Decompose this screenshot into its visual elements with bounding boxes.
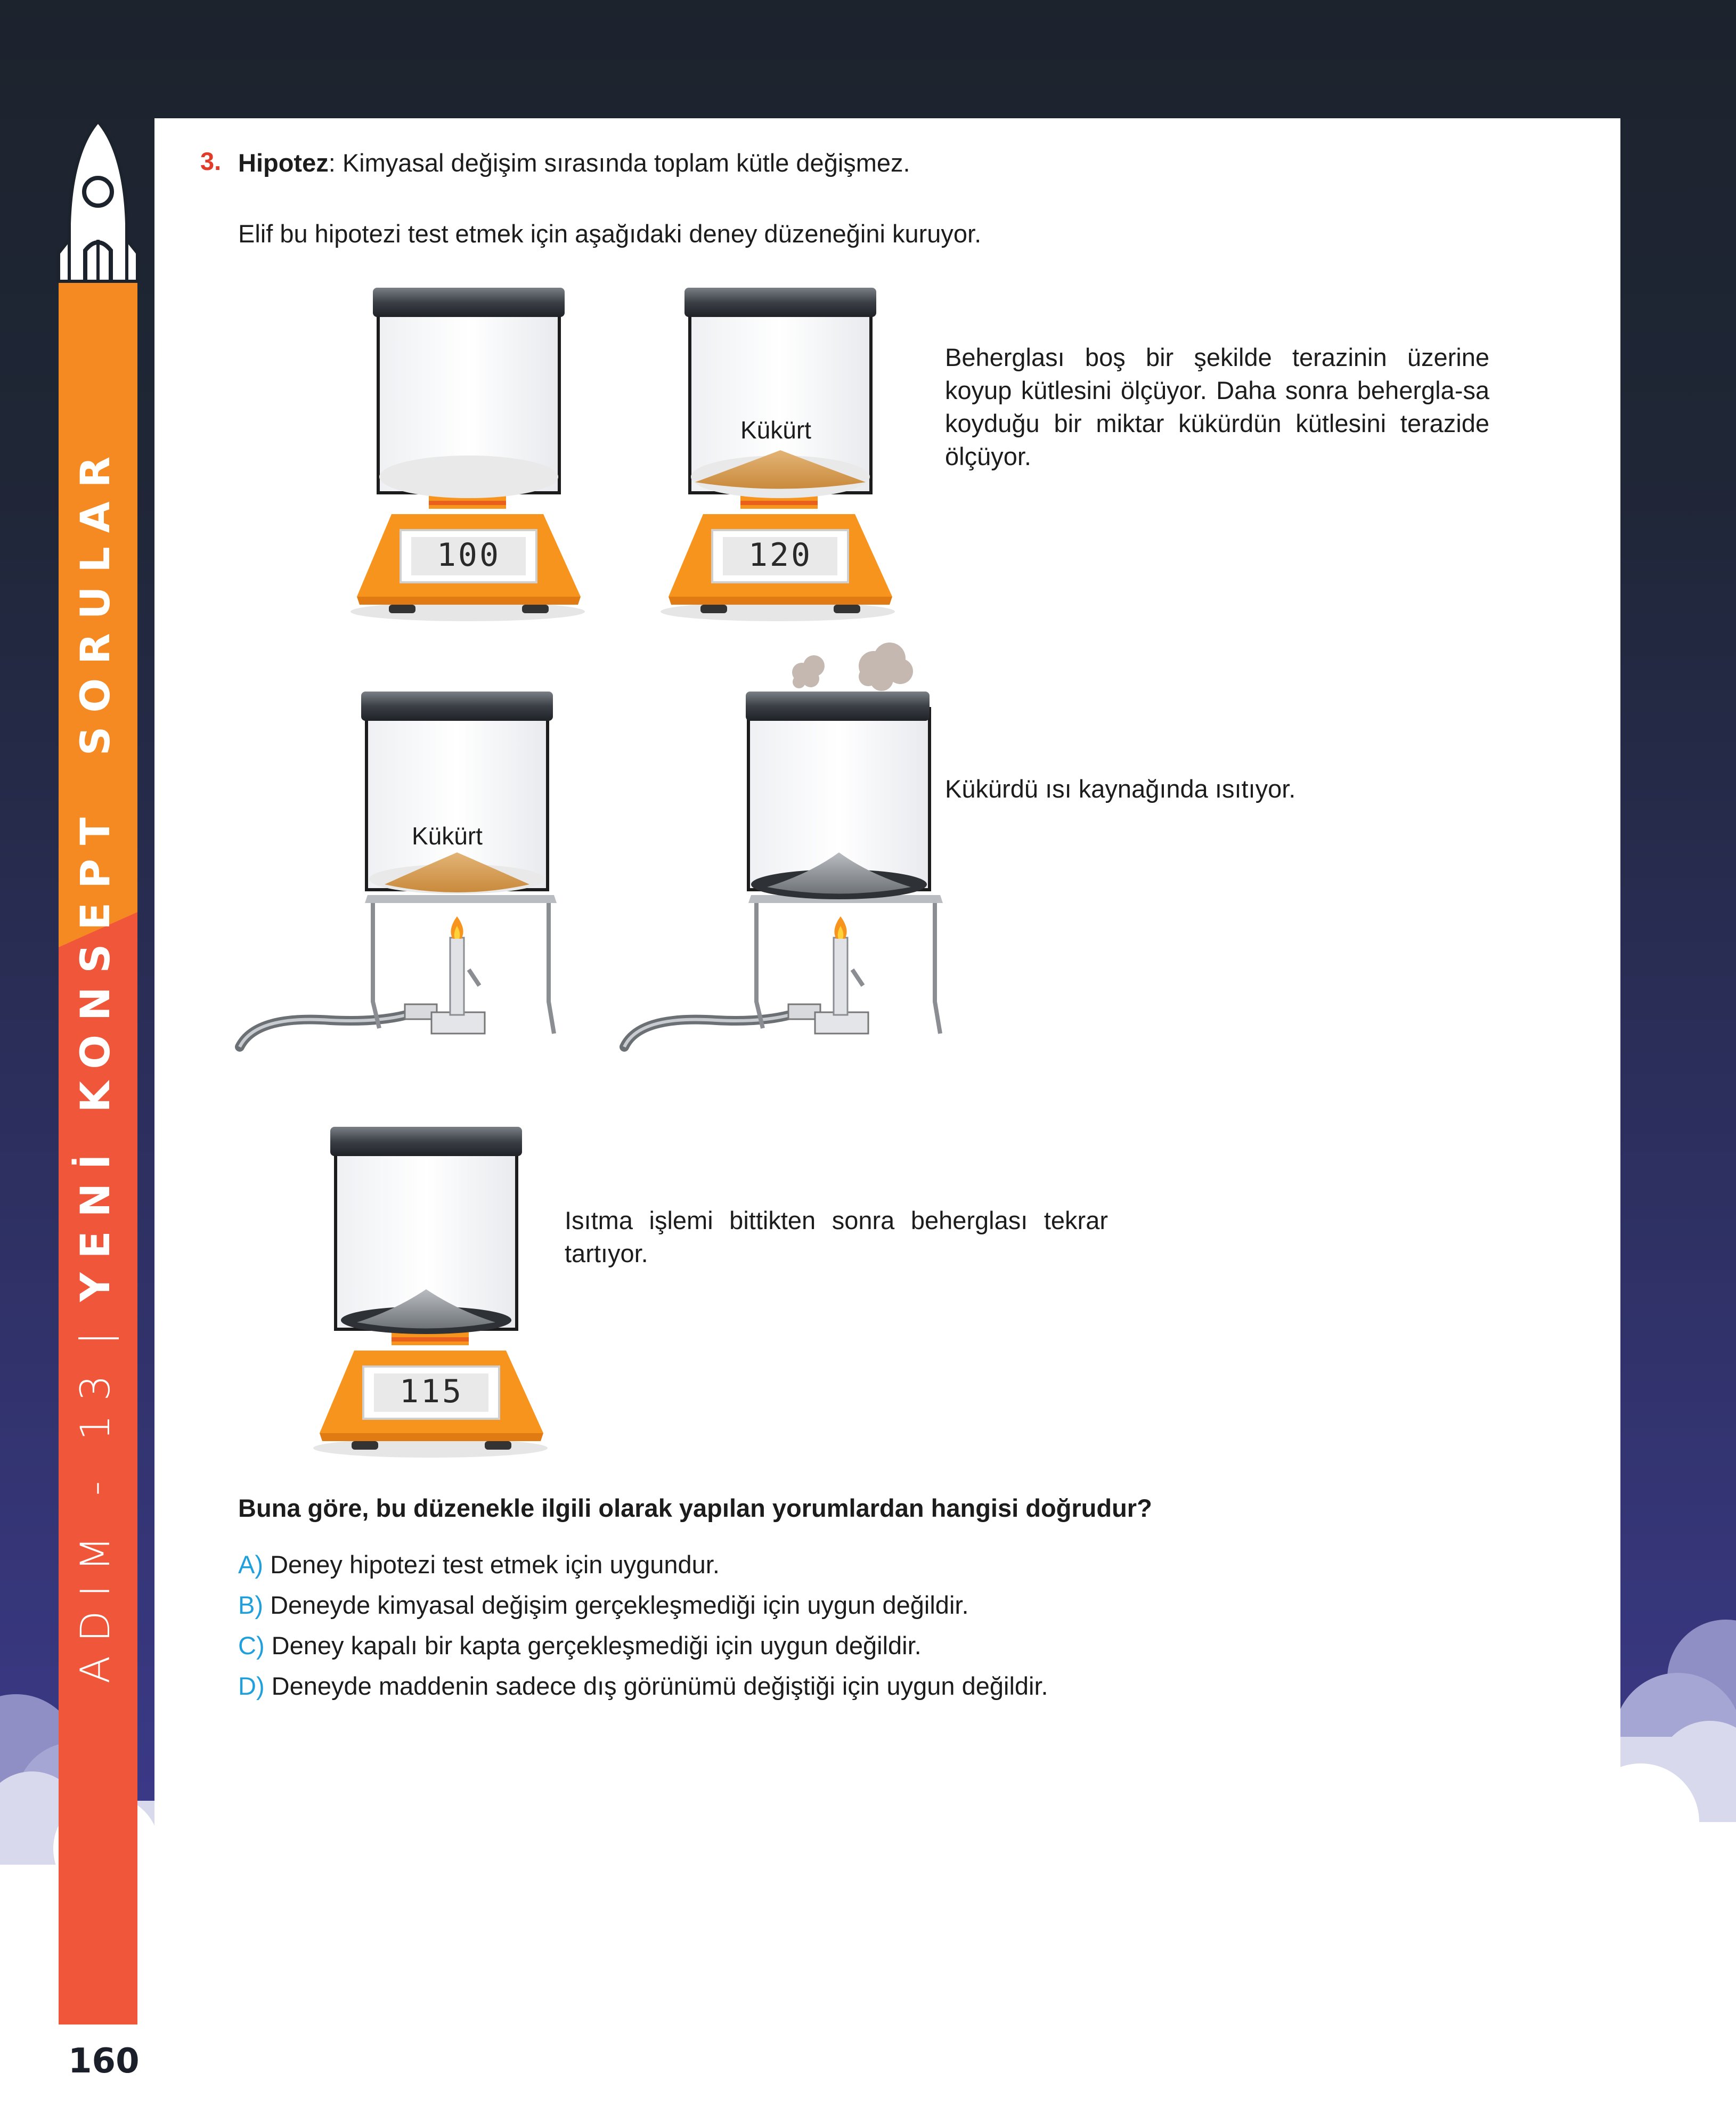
sidebar-title (55, 442, 135, 1684)
intro-text: Elif bu hipotezi test etmek için aşağıdaki deney düzeneğini kuruyor. (238, 219, 982, 248)
step1-description: Beherglası boş bir şekilde terazinin üzerine koyup kütlesini ölçüyor. Daha sonra behergla-sa koyduğu bir miktar kükürdün kütlesini terazide ölçüyor. (945, 343, 1489, 470)
scale-reading-empty: 100 (436, 536, 501, 574)
scale-reading-after-heating: 115 (399, 1373, 464, 1410)
hypothesis-text: : Kimyasal değişim sırasında toplam kütle değişmez. (328, 149, 910, 177)
option-text: Deney hipotezi test etmek için uygundur. (270, 1550, 720, 1579)
option-c[interactable] (238, 1629, 922, 1662)
question-prompt: Buna göre, bu düzenekle ilgili olarak yapılan yorumlardan hangisi doğrudur? (238, 1494, 1152, 1522)
option-text: Deneyde kimyasal değişim gerçekleşmediği için uygun değildir. (270, 1591, 969, 1619)
step2-description: Kükürdü ısı kaynağında ısıtıyor. (945, 775, 1296, 803)
sidebar-section: SORULAR (71, 442, 119, 756)
substance-label-heating: Kükürt (412, 822, 483, 850)
sidebar-separator: | (71, 1318, 119, 1346)
option-letter: A) (238, 1550, 263, 1579)
option-letter: C) (238, 1631, 265, 1660)
hypothesis-line (238, 147, 910, 180)
option-a[interactable] (238, 1548, 720, 1581)
option-text: Deney kapalı bir kapta gerçekleşmediği için uygun değildir. (271, 1631, 922, 1660)
step3-description: Isıtma işlemi bittikten sonra beherglası tekrar tartıyor. (565, 1206, 1108, 1267)
scale-reading-with-sulfur: 120 (748, 536, 813, 574)
option-b[interactable] (238, 1589, 969, 1622)
option-text: Deneyde maddenin sadece dış görünümü değiştiği için uygun değildir. (271, 1672, 1048, 1700)
hypothesis-label: Hipotez (238, 149, 329, 177)
question-number: 3. (200, 147, 222, 175)
page-number: 160 (68, 2042, 140, 2081)
substance-label-scale: Kükürt (740, 416, 811, 444)
option-letter: D) (238, 1672, 265, 1700)
option-d[interactable] (238, 1670, 1048, 1703)
sidebar-step: ADIM - 13 (71, 1361, 119, 1684)
sidebar-series: YENİ KONSEPT (71, 803, 119, 1302)
option-letter: B) (238, 1591, 263, 1619)
